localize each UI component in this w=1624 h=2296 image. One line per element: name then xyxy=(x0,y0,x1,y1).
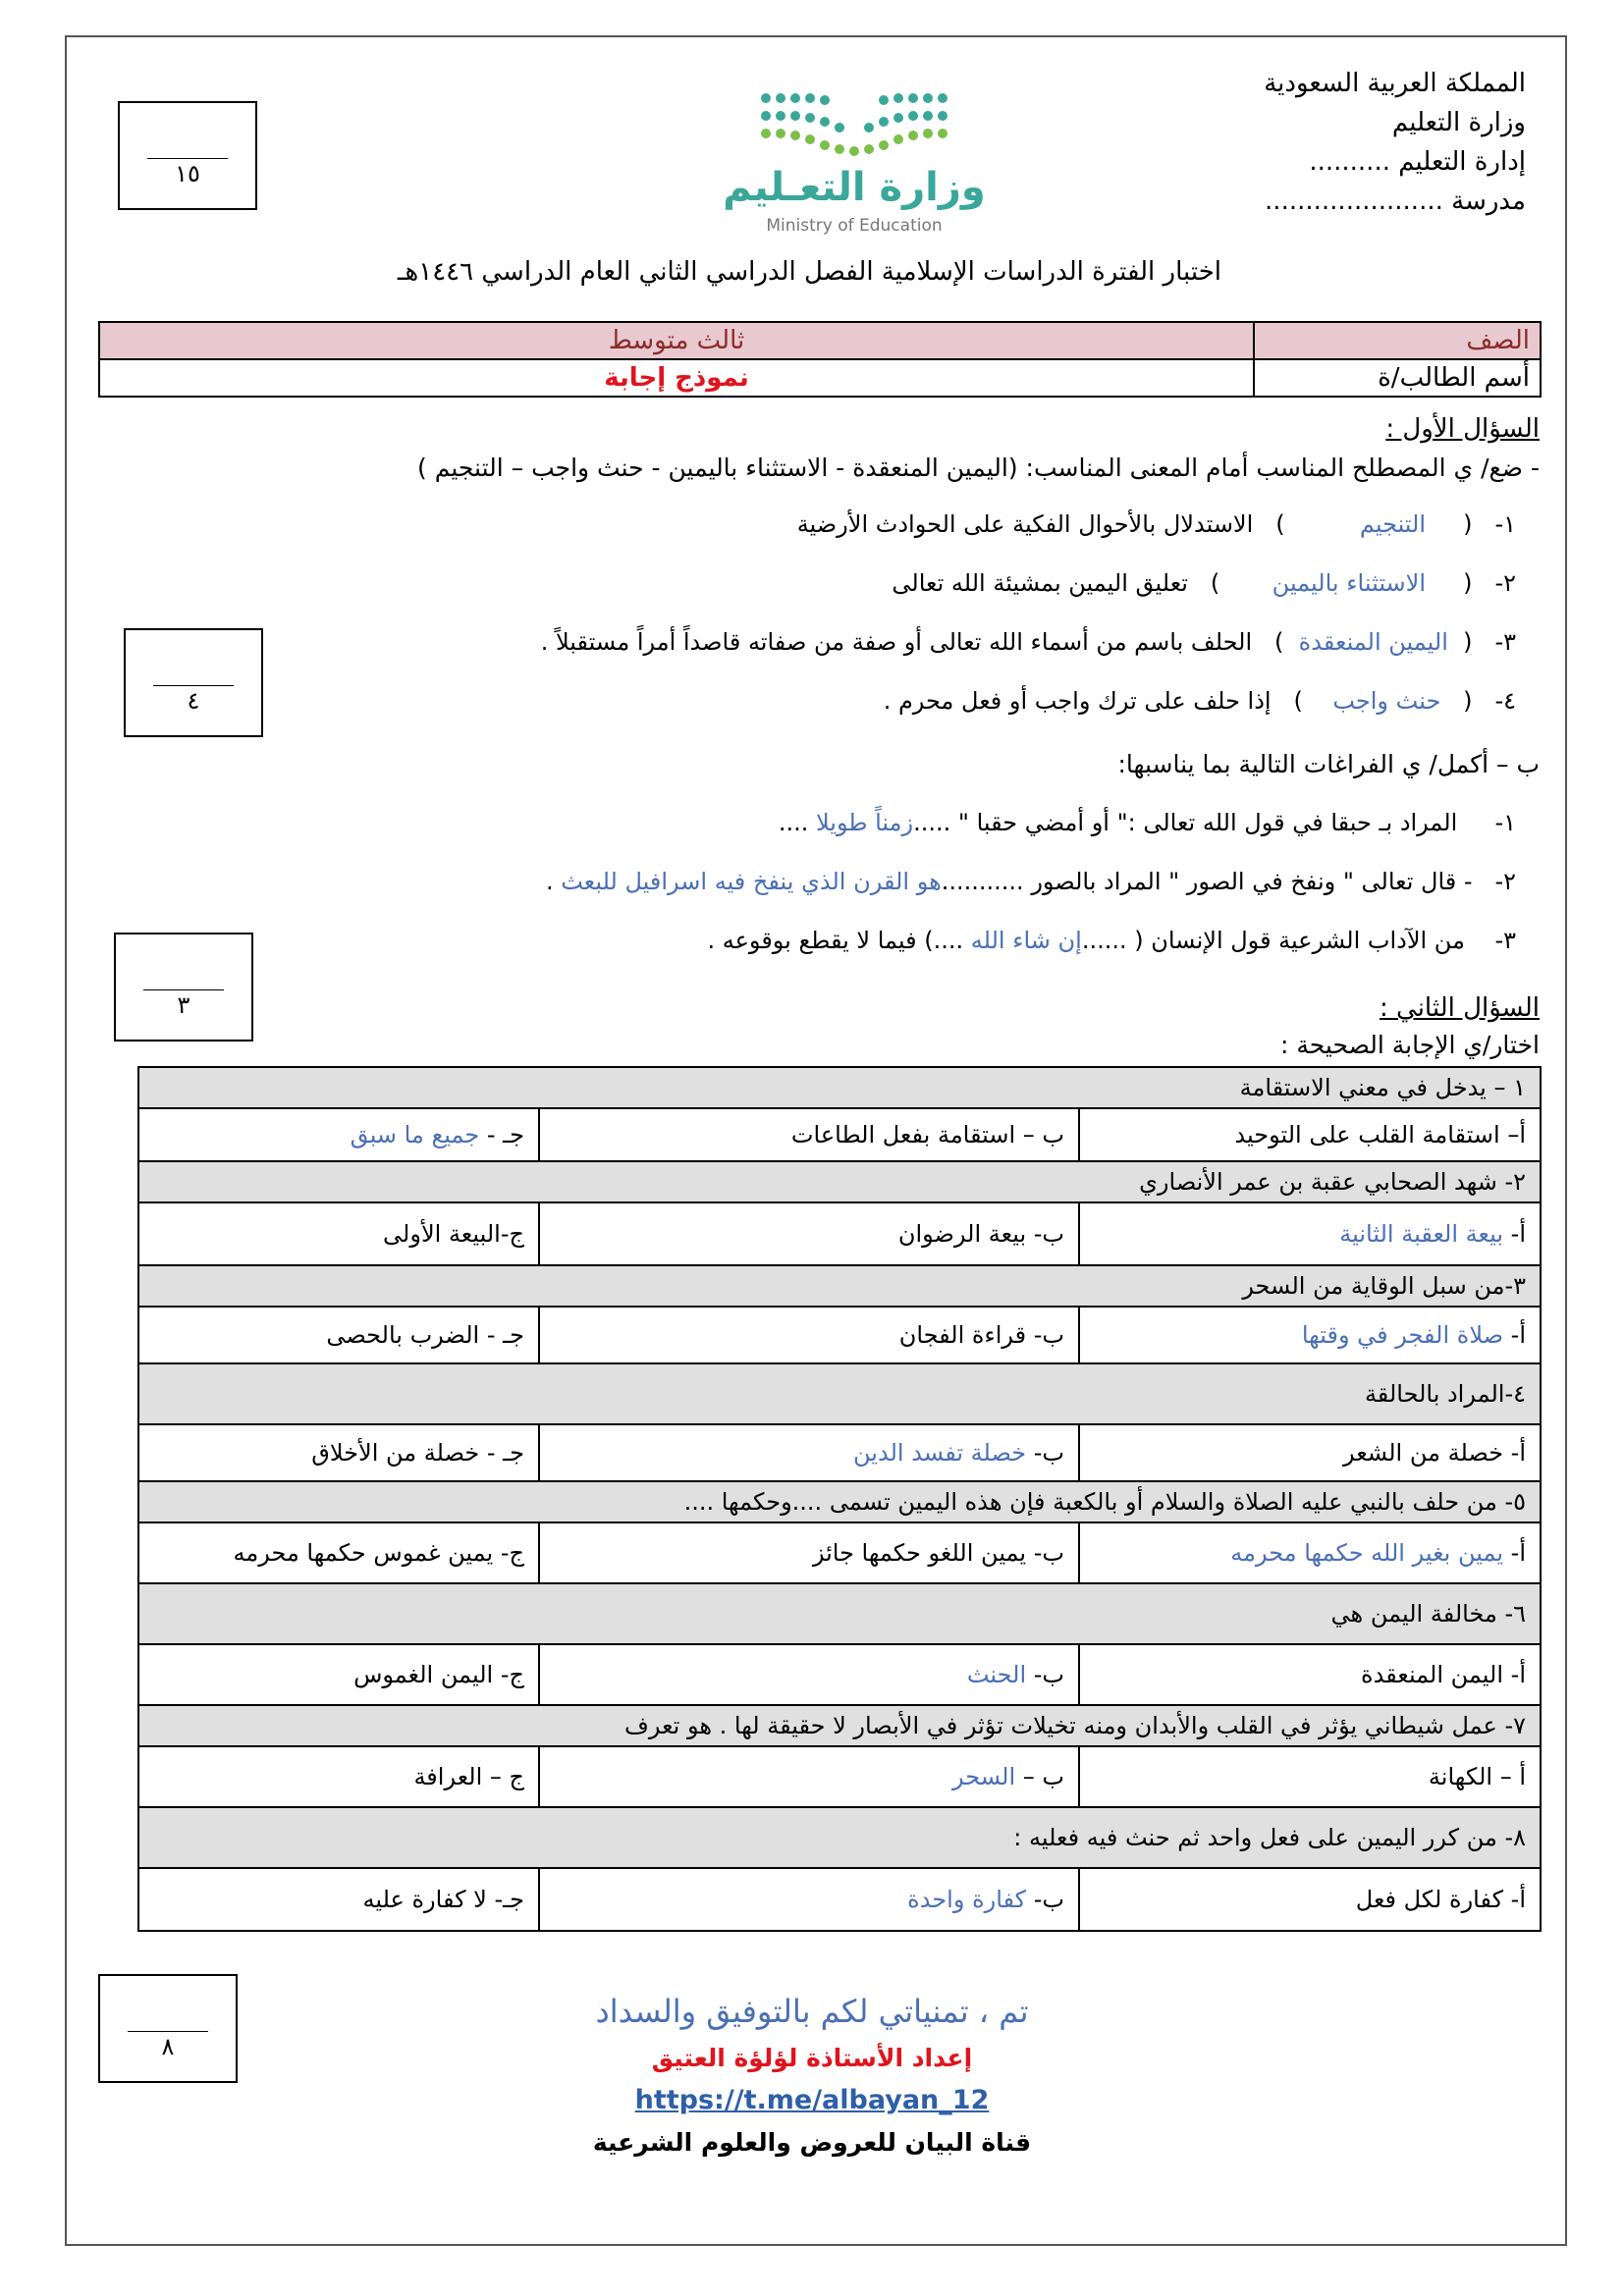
mcq-option-b: ب- خصلة تفسد الدين xyxy=(539,1424,1079,1481)
mcq-option-b: ب- كفارة واحدة xyxy=(539,1868,1079,1931)
q1-heading: السؤال الأول : xyxy=(1385,414,1540,444)
mcq-option-a: أ– استقامة القلب على التوحيد xyxy=(1079,1108,1541,1161)
mcq-option-b: ب- بيعة الرضوان xyxy=(539,1202,1079,1265)
q1-item: ١- ( التنجيم ) الاستدلال بالأحوال الفكية على الحوادث الأرضية xyxy=(796,510,1516,538)
mcq-question: ٤-المراد بالحالقة xyxy=(138,1363,1541,1424)
exam-title: اختبار الفترة الدراسات الإسلامية الفصل الدراسي الثاني العام الدراسي ١٤٤٦هـ xyxy=(397,257,1221,287)
q1-item-text: الحلف باسم من أسماء الله تعالى أو صفة من صفاته قاصداً أمراً مستقبلاً . xyxy=(540,628,1253,656)
mcq-option-c: ج- يمين غموس حكمها محرمه xyxy=(138,1522,539,1583)
q1-instruction: - ضع/ ي المصطلح المناسب أمام المعنى المناسب: (اليمين المنعقدة - الاستثناء باليمين - حنث واجب – التنجيم ) xyxy=(417,454,1540,482)
footer-channel: قناة البيان للعروض والعلوم الشرعية xyxy=(592,2128,1032,2157)
q1b-item-number: ١- xyxy=(1494,809,1516,836)
mcq-question: ٢- شهد الصحابي عقبة بن عمر الأنصاري xyxy=(138,1161,1541,1202)
ministry-label: وزارة التعليم xyxy=(1391,108,1526,137)
q1b-item-tail: .... xyxy=(778,809,816,836)
footer-author: إعداد الأستاذة لؤلؤة العتيق xyxy=(651,2044,973,2072)
q2-score-value: ٨ xyxy=(161,2032,175,2060)
q1-item-text: الاستدلال بالأحوال الفكية على الحوادث الأرضية xyxy=(796,510,1254,538)
q1a-score-box xyxy=(124,628,263,737)
q1b-item-number: ٢- xyxy=(1494,868,1516,895)
total-score-value: ١٥ xyxy=(175,159,200,187)
mcq-question: ٧- عمل شيطاني يؤثر في القلب والأبدان ومنه تخيلات تؤثر في الأبصار لا حقيقة لها . هو تعرف xyxy=(138,1705,1541,1746)
q1-item-answer: حنث واجب xyxy=(1332,687,1441,715)
ministry-logo xyxy=(707,86,1001,243)
q1-item-text: إذا حلف على ترك واجب أو فعل محرم . xyxy=(883,687,1272,715)
q1-item: ٢- ( الاستثناء باليمين ) تعليق اليمين بمشيئة الله تعالى xyxy=(892,569,1516,597)
class-value: ثالث متوسط xyxy=(99,322,1254,359)
student-name-value: نموذج إجابة xyxy=(99,359,1254,397)
mcq-option-a: أ- كفارة لكل فعل xyxy=(1079,1868,1541,1931)
total-score-box xyxy=(118,101,257,210)
q1b-instruction: ب – أكمل/ ي الفراغات التالية بما يناسبها: xyxy=(1117,750,1540,778)
q1b-score-box xyxy=(114,933,253,1041)
mcq-question: ٦- مخالفة اليمن هي xyxy=(138,1583,1541,1644)
mcq-option-c: ج – العرافة xyxy=(138,1746,539,1807)
q1-item: ٤- ( حنث واجب ) إذا حلف على ترك واجب أو فعل محرم . xyxy=(883,687,1516,715)
mcq-option-a: أ – الكهانة xyxy=(1079,1746,1541,1807)
q1b-item-text: المراد بـ حبقا في قول الله تعالى :" أو أمضي حقبا " ..... xyxy=(913,809,1458,836)
mcq-option-c: جـ- لا كفارة عليه xyxy=(138,1868,539,1931)
footer-wishes: تم ، تمنياتي لكم بالتوفيق والسداد xyxy=(595,1993,1029,2030)
q1-item-answer: الاستثناء باليمين xyxy=(1272,569,1427,597)
q1b-item-answer: زمناً طويلا xyxy=(815,809,914,836)
footer-link[interactable]: https://t.me/albayan_12 xyxy=(634,2085,990,2115)
mcq-option-a: أ- يمين بغير الله حكمها محرمه xyxy=(1079,1522,1541,1583)
mcq-option-a: أ- بيعة العقبة الثانية xyxy=(1079,1202,1541,1265)
mcq-option-c: جـ - الضرب بالحصى xyxy=(138,1307,539,1363)
q1-item: ٣- ( اليمين المنعقدة ) الحلف باسم من أسماء الله تعالى أو صفة من صفاته قاصداً أمراً مستقبلاً . xyxy=(540,628,1516,656)
q1-item-number: ٤- xyxy=(1494,687,1516,715)
q2-heading: السؤال الثاني : xyxy=(1380,993,1540,1023)
q1b-item-text: - قال تعالى " ونفخ في الصور " المراد بالصور ........... xyxy=(941,868,1473,895)
q2-instruction: اختار/ي الإجابة الصحيحة : xyxy=(1280,1031,1540,1059)
q1b-item-tail: . xyxy=(545,868,562,895)
mcq-option-c: جـ - خصلة من الأخلاق xyxy=(138,1424,539,1481)
mcq-option-a: أ- خصلة من الشعر xyxy=(1079,1424,1541,1481)
q1-item-number: ٢- xyxy=(1494,569,1516,597)
mcq-option-b: ب- يمين اللغو حكمها جائز xyxy=(539,1522,1079,1583)
q1b-item-answer: هو القرن الذي ينفخ فيه اسرافيل للبعث xyxy=(561,868,942,895)
q1-item-answer: التنجيم xyxy=(1359,510,1427,538)
mcq-option-c: جـ - جميع ما سبق xyxy=(138,1108,539,1161)
mcq-option-b: ب- الحنث xyxy=(539,1644,1079,1705)
kingdom-label: المملكة العربية السعودية xyxy=(1264,69,1526,98)
school-label: مدرسة ...................... xyxy=(1265,187,1526,216)
mcq-table xyxy=(137,1066,1542,1932)
q1b-score-value: ٣ xyxy=(177,990,190,1019)
logo-english-text: Ministry of Education xyxy=(766,216,943,236)
q1b-item-tail: ....) فيما لا يقطع بوقوعه . xyxy=(707,927,971,954)
mcq-question: ٥- من حلف بالنبي عليه الصلاة والسلام أو بالكعبة فإن هذه اليمين تسمى ....وحكمها .... xyxy=(138,1481,1541,1522)
mcq-question: ١ – يدخل في معني الاستقامة xyxy=(138,1067,1541,1108)
q1-item-number: ١- xyxy=(1494,510,1516,538)
student-info-table xyxy=(98,321,1542,398)
student-name-label: أسم الطالب/ة xyxy=(1254,359,1541,397)
q1b-item-number: ٣- xyxy=(1494,927,1516,954)
logo-arabic-text: وزارة التعـليم xyxy=(723,165,986,210)
q1-item-number: ٣- xyxy=(1494,628,1516,656)
mcq-option-a: أ- اليمن المنعقدة xyxy=(1079,1644,1541,1705)
mcq-question: ٨- من كرر اليمين على فعل واحد ثم حنث فيه فعليه : xyxy=(138,1807,1541,1868)
q1b-item-text: من الآداب الشرعية قول الإنسان ( ...... xyxy=(1081,927,1465,954)
mcq-option-a: أ- صلاة الفجر في وقتها xyxy=(1079,1307,1541,1363)
q1b-item xyxy=(707,927,1516,954)
class-label: الصف xyxy=(1254,322,1541,359)
q1-item-text: تعليق اليمين بمشيئة الله تعالى xyxy=(892,569,1188,597)
mcq-option-b: ب – استقامة بفعل الطاعات xyxy=(539,1108,1079,1161)
mcq-option-c: ج- اليمن الغموس xyxy=(138,1644,539,1705)
q1a-score-value: ٤ xyxy=(187,686,200,715)
q1b-item-answer: إن شاء الله xyxy=(970,927,1082,954)
mcq-option-c: ج-البيعة الأولى xyxy=(138,1202,539,1265)
mcq-question: ٣-من سبل الوقاية من السحر xyxy=(138,1265,1541,1307)
mcq-option-b: ب – السحر xyxy=(539,1746,1079,1807)
mcq-option-b: ب- قراءة الفجان xyxy=(539,1307,1079,1363)
q1-item-answer: اليمين المنعقدة xyxy=(1298,628,1448,656)
q1b-item xyxy=(546,868,1516,895)
q1b-item xyxy=(779,809,1516,836)
administration-label: إدارة التعليم .......... xyxy=(1309,147,1526,177)
